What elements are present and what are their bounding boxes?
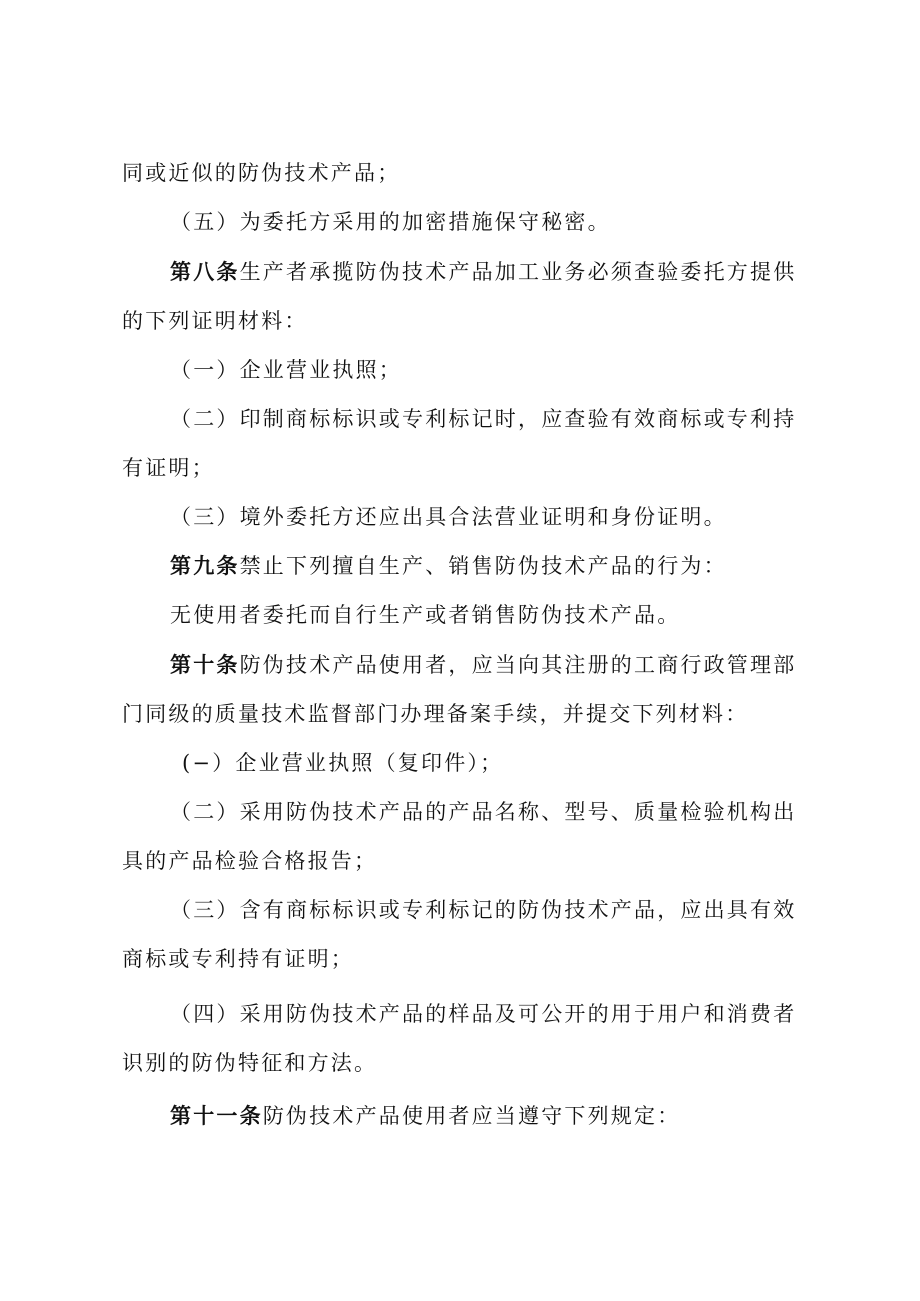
text-line	[122, 699, 812, 729]
line-text: 识别的防伪特征和方法。	[122, 1051, 378, 1075]
text-line	[170, 404, 812, 434]
article-8-line	[170, 257, 812, 287]
text-line	[170, 502, 812, 532]
article-heading: 第九条	[170, 553, 240, 578]
text-line	[122, 944, 812, 974]
text-line	[170, 797, 812, 827]
text-line	[170, 895, 812, 925]
line-text: 的下列证明材料：	[122, 309, 308, 333]
line-text: (−）企业营业执照（复印件）；	[182, 751, 504, 775]
article-heading: 第八条	[170, 259, 240, 284]
article-10-line	[170, 650, 812, 680]
line-text: 门同级的质量技术监督部门办理备案手续，并提交下列材料：	[122, 702, 749, 726]
text-line	[122, 846, 812, 876]
text-line	[170, 355, 812, 385]
line-text: 有证明；	[122, 456, 215, 480]
article-heading: 第十条	[170, 652, 240, 677]
line-text: （二）采用防伪技术产品的产品名称、型号、质量检验机构出	[170, 800, 797, 824]
text-line	[122, 158, 812, 188]
text-line	[122, 1048, 812, 1078]
text-line	[122, 453, 812, 483]
article-11-line	[170, 1101, 812, 1131]
line-text: （四）采用防伪技术产品的样品及可公开的用于用户和消费者	[170, 1002, 797, 1026]
line-text: （三）境外委托方还应出具合法营业证明和身份证明。	[170, 505, 727, 529]
line-text: 防伪技术产品使用者，应当向其注册的工商行政管理部	[239, 653, 797, 677]
line-text: 防伪技术产品使用者应当遵守下列规定：	[262, 1104, 681, 1128]
text-line	[122, 306, 812, 336]
line-text: 商标或专利持有证明；	[122, 947, 354, 971]
article-heading: 第十一条	[170, 1103, 263, 1128]
text-line	[170, 207, 812, 237]
article-9-line	[170, 551, 812, 581]
line-text: 生产者承揽防伪技术产品加工业务必须查验委托方提供	[239, 260, 797, 284]
line-text: （三）含有商标标识或专利标记的防伪技术产品，应出具有效	[170, 898, 797, 922]
line-text: 无使用者委托而自行生产或者销售防伪技术产品。	[170, 603, 681, 627]
text-line	[170, 999, 812, 1029]
line-text: （一）企业营业执照；	[170, 358, 402, 382]
line-text: 具的产品检验合格报告；	[122, 849, 378, 873]
line-text: 禁止下列擅自生产、销售防伪技术产品的行为：	[239, 554, 727, 578]
line-text: （二）印制商标标识或专利标记时，应查验有效商标或专利持	[170, 407, 797, 431]
line-text: （五）为委托方采用的加密措施保守秘密。	[170, 210, 611, 234]
text-line	[182, 748, 812, 778]
text-line	[170, 600, 812, 630]
line-text: 同或近似的防伪技术产品；	[122, 161, 401, 185]
